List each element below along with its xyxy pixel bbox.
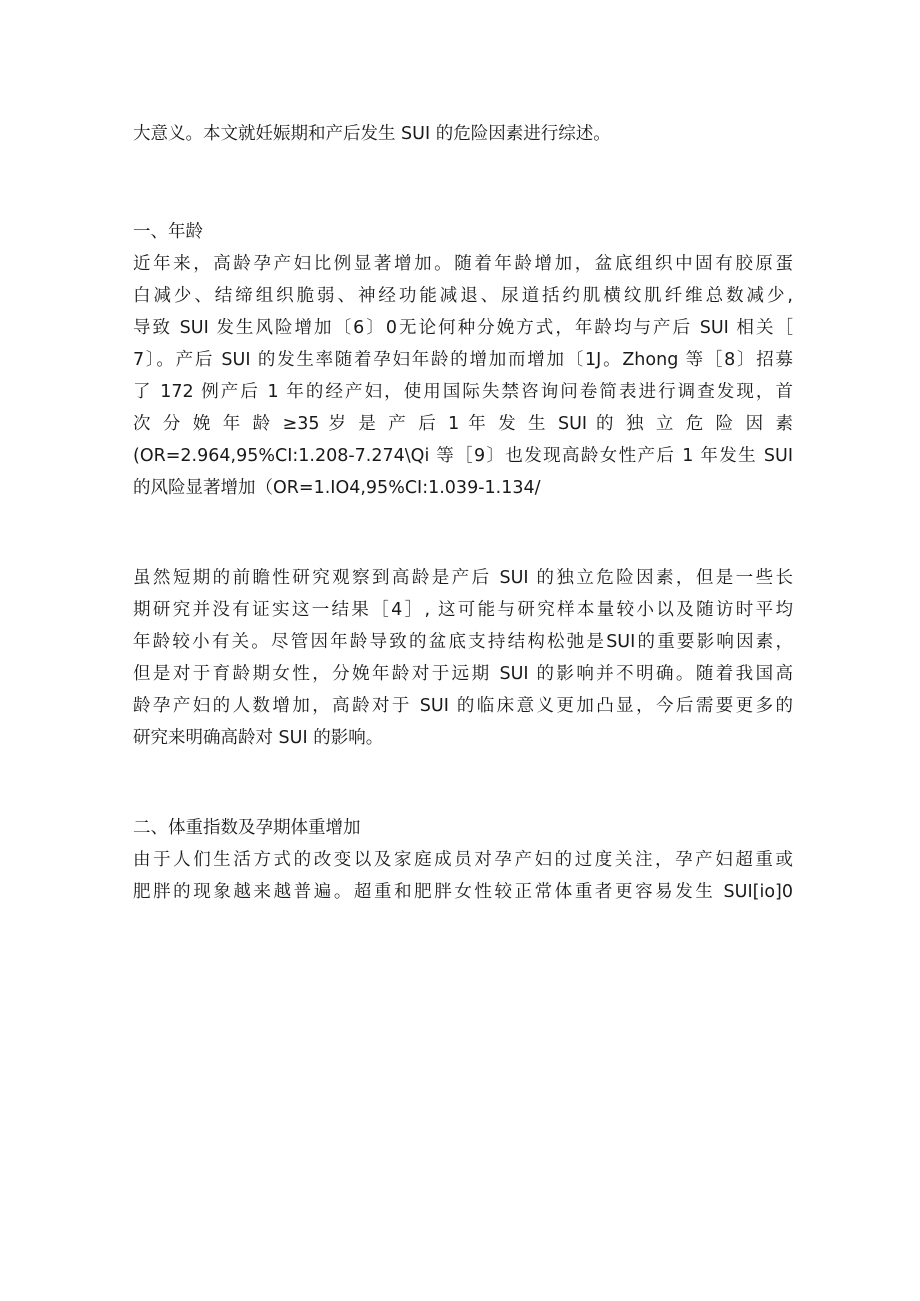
text-line: (OR=2.964,95%CI:1.208-7.274\Qi 等［9〕也发现高龄女性产后 1 年发生 SUI <box>133 446 793 466</box>
text-line: 肥胖的现象越来越普遍。超重和肥胖女性较正常体重者更容易发生 SUI[io]0 <box>133 882 793 902</box>
intro-line: 大意义。本文就妊娠期和产后发生 SUI 的危险因素进行综述。 <box>133 124 611 144</box>
spacer <box>133 754 793 812</box>
text-line: 次 分 娩 年 龄 ≥35 岁 是 产 后 1 年 发 生 SUI 的 独 立 危 险 因 素 <box>133 414 793 434</box>
spacer <box>133 150 793 216</box>
text-line: 白减少、结缔组织脆弱、神经功能减退、尿道括约肌横纹肌纤维总数减少, <box>133 286 793 306</box>
text-line: 虽然短期的前瞻性研究观察到高龄是产后 SUI 的独立危险因素，但是一些长 <box>133 568 793 588</box>
document-page <box>133 118 793 908</box>
paragraph-age-2 <box>133 562 793 754</box>
section-heading-age: 一、年龄 <box>133 222 203 242</box>
text-line: 的风险显著增加（OR=1.IO4,95%CI:1.039-1.134/ <box>133 478 541 498</box>
text-line: 年龄较小有关。尽管因年龄导致的盆底支持结构松弛是SUI的重要影响因素， <box>133 632 793 652</box>
paragraph-bmi-1 <box>133 844 793 908</box>
section-heading-bmi: 二、体重指数及孕期体重增加 <box>133 818 361 838</box>
text-line: 了 172 例产后 1 年的经产妇，使用国际失禁咨询问卷简表进行调查发现，首 <box>133 382 793 402</box>
paragraph-age-1 <box>133 248 793 504</box>
text-line: 龄孕产妇的人数增加，高龄对于 SUI 的临床意义更加凸显，今后需要更多的 <box>133 696 793 716</box>
text-line: 导致 SUI 发生风险增加〔6〕0无论何种分娩方式，年龄均与产后 SUI 相关［ <box>133 318 793 338</box>
text-line: 但是对于育龄期女性，分娩年龄对于远期 SUI 的影响并不明确。随着我国高 <box>133 664 793 684</box>
text-line: 由于人们生活方式的改变以及家庭成员对孕产妇的过度关注，孕产妇超重或 <box>133 850 793 870</box>
text-line: 近年来，高龄孕产妇比例显著增加。随着年龄增加，盆底组织中固有胶原蛋 <box>133 254 793 274</box>
text-line: 期研究并没有证实这一结果［4］, 这可能与研究样本量较小以及随访时平均 <box>133 600 793 620</box>
text-line: 7〕。产后 SUI 的发生率随着孕妇年龄的增加而增加〔1J。Zhong 等［8〕招募 <box>133 350 793 370</box>
spacer <box>133 504 793 562</box>
text-line: 研究来明确高龄对 SUI 的影响。 <box>133 728 384 748</box>
